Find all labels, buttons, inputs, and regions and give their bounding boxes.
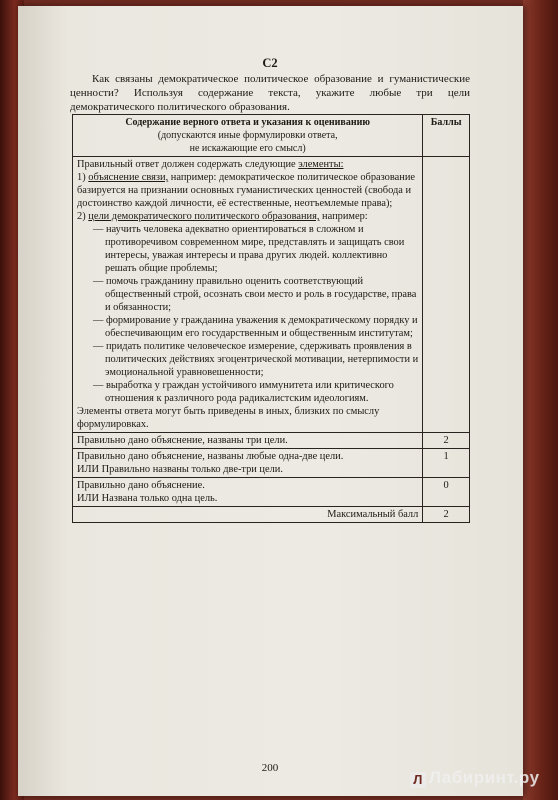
criteria-text-cell	[73, 433, 423, 449]
item-1-underlined: объяснение связи,	[88, 172, 169, 183]
criteria-text-cell	[73, 449, 423, 478]
goal-bullet: — формирование у гражданина уважения к демократическому порядку и обеспечивающим его государственным и общественным институтам;	[93, 315, 418, 339]
criteria-score: 0	[423, 478, 470, 507]
criteria-row	[73, 478, 470, 507]
answer-content-cell	[73, 157, 423, 433]
criteria-row	[73, 433, 470, 449]
header-score-cell: Баллы	[423, 115, 470, 157]
criteria-text-cell	[73, 478, 423, 507]
watermark-text: Лабиринт.ру	[429, 768, 540, 787]
header-content-cell	[73, 115, 423, 157]
question-text	[70, 72, 470, 114]
item-2-underlined: цели демократического политического образования,	[88, 211, 320, 222]
table-header-row	[73, 115, 470, 157]
answer-intro-underlined: элементы:	[298, 159, 344, 170]
grading-table	[72, 114, 470, 523]
max-score-row	[73, 507, 470, 523]
criteria-line: ИЛИ Правильно названы только две-три цели.	[77, 464, 283, 475]
answer-row	[73, 157, 470, 433]
goal-bullet: — научить человека адекватно ориентироваться в сложном и противоречивом современном мире, представлять и защищать свои интересы, уважая интересы и права других людей. коллективно решать общие проблемы;	[93, 224, 405, 274]
item-2-number: 2)	[77, 211, 89, 222]
criteria-line: Правильно дано объяснение, названы любые одна-две цели.	[77, 451, 344, 462]
criteria-line: Правильно дано объяснение.	[77, 480, 205, 491]
header-subtitle-1: (допускаются иные формулировки ответа,	[157, 130, 338, 141]
item-2-text: например:	[319, 211, 368, 222]
max-score-value: 2	[423, 507, 470, 523]
book-cover-edge	[523, 0, 558, 800]
answer-item-2	[77, 210, 418, 223]
watermark-logo-icon: Л	[410, 772, 426, 788]
answer-score-cell	[423, 157, 470, 433]
answer-item-1	[77, 171, 418, 210]
question-paragraph: Как связаны демократическое политическое образование и гуманистические ценности? Используя содержание текста, укажите любые три цели демократического политического образования.	[70, 73, 470, 113]
max-score-label: Максимальный балл	[73, 507, 423, 523]
page-number: 200	[261, 762, 279, 774]
task-heading: С2	[262, 56, 278, 70]
answer-intro-text: Правильный ответ должен содержать следующие	[77, 159, 299, 170]
watermark	[410, 768, 550, 790]
criteria-line: ИЛИ Названа только одна цель.	[77, 493, 218, 504]
answer-intro	[77, 158, 418, 171]
criteria-score: 1	[423, 449, 470, 478]
item-1-text: например: демократическое политическое образование базируется на признании основных гуманистических ценностей (свобода и достоинство каждой личности, её естественные, неотъемлемые права);	[77, 172, 415, 209]
item-1-number: 1)	[77, 172, 89, 183]
answer-closing: Элементы ответа могут быть приведены в иных, близких по смыслу формулировках.	[77, 406, 380, 430]
goal-bullet: — придать политике человеческое измерение, сдерживать проявления в политических действиях эгоцентрической мотивации, нетерпимости и эмоциональной уравновешенности;	[93, 341, 419, 378]
criteria-row	[73, 449, 470, 478]
goal-bullet: — помочь гражданину правильно оценить соответствующий общественный строй, осознать свои место и роль в государстве, права и обязанности;	[93, 276, 417, 313]
goal-bullet: — выработка у граждан устойчивого иммунитета или критического отношения к различного рода радикалистским идеологиям.	[93, 380, 394, 404]
criteria-score: 2	[423, 433, 470, 449]
header-title: Содержание верного ответа и указания к оцениванию	[125, 117, 370, 128]
criteria-line: Правильно дано объяснение, названы три цели.	[77, 435, 288, 446]
header-subtitle-2: не искажающие его смысл)	[189, 143, 306, 154]
